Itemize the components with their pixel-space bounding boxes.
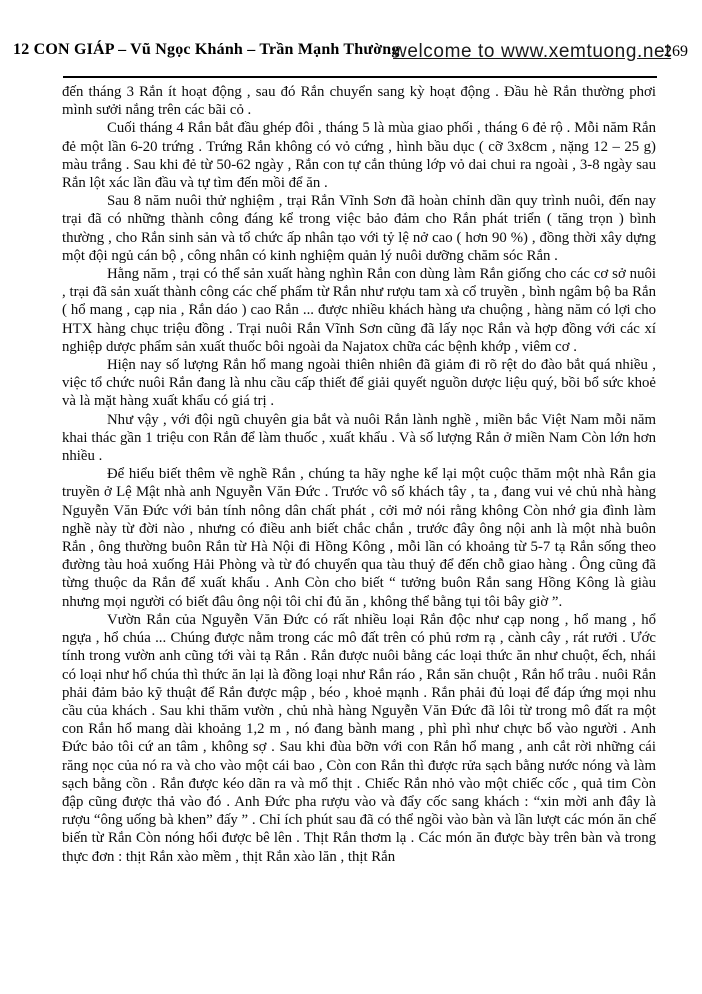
paragraph: Để hiểu biết thêm về nghề Rắn , chúng ta hãy nghe kể lại một cuộc thăm một nhà Rắn gia truyền ở Lệ Mật nhà anh Nguyễn Văn Đức . Trước vô số khách tây , ta , đang vui vẻ chủ nhà hàng Nguyễn Văn Đức với bản tính nông dân chất phát , cởi mở nói rằng không Còn nhớ gia đình làm nghề này từ đời nào , nhưng có điều anh biết chắc chắn , trước đây ông nội anh là một nhà buôn Rắn , ông thường buôn Rắn từ Hà Nội đi Hồng Kông , mỗi lần có khoảng từ 5-7 tạ Rắn sống theo đường tàu hoả xuống Hải Phòng và từ đó chuyển qua tàu thuỷ để đến chỗ giao hàng . Ông cũng đã từng thuộc da Rắn để xuất khẩu . Anh Còn cho biết “ tưởng buôn Rắn sang Hồng Kông là giàu nhưng mọi người có biết đâu ông nội tôi chỉ đủ ăn , không thể bằng tụi tôi bây giờ ”. [62, 466, 656, 610]
book-title: 12 CON GIÁP – Vũ Ngọc Khánh – Trần Mạnh Thường [13, 41, 400, 58]
header-rule [63, 76, 657, 78]
paragraph: Như vậy , với đội ngũ chuyên gia bắt và nuôi Rắn lành nghề , miền bắc Việt Nam mỗi năm khai thác gần 1 triệu con Rắn để làm thuốc , xuất khẩu . Và số lượng Rắn ở miền Nam Còn lớn hơn nhiều . [62, 411, 656, 465]
paragraph: Cuối tháng 4 Rắn bắt đầu ghép đôi , tháng 5 là mùa giao phối , tháng 6 đẻ rộ . Mỗi năm Rắn đẻ một lần 6-20 trứng . Trứng Rắn không có vỏ cứng , hình bầu dục ( cỡ 3x8cm , nặng 12 – 25 g) màu trắng . Sau khi đẻ từ 50-62 ngày , Rắn con tự cắn thủng lớp vỏ dai chui ra ngoài , 3-8 ngày sau Rắn lột xác lần đầu và tự tìm đến mồi để ăn . [62, 120, 656, 192]
paragraph: Hiện nay số lượng Rắn hổ mang ngoài thiên nhiên đã giảm đi rõ rệt do đào bắt quá nhiều , việc tổ chức nuôi Rắn đang là nhu cầu cấp thiết để giải quyết nguồn dược liệu quý, bồi bổ sức khoẻ và là mặt hàng xuất khẩu có giá trị . [62, 357, 656, 410]
page-number: 269 [664, 43, 688, 60]
paragraph: Vườn Rắn của Nguyễn Văn Đức có rất nhiều loại Rắn độc như cạp nong , hổ mang , hổ ngựa , hổ chúa ... Chúng được nằm trong các mô đất trên có phủ rơm rạ , cành cây , rát rưởi . Ước tính trong vườn anh cũng tới vài tạ Rắn . Rắn được nuôi bằng các loại thức ăn như chuột, ếch, nhái có loại như hổ chúa thì thức ăn lại là đồng loại như Rắn ráo , Rắn săn chuột , Rắn hổ trâu . nuôi Rắn phải đảm bảo kỹ thuật để Rắn được mập , béo , khoẻ mạnh . Rắn phải đủ loại để đáp ứng mọi nhu cầu của khách . Sau khi thăm vườn , chủ nhà hàng Nguyễn Văn Đức đã lôi từ trong mô đất ra một con Rắn hổ mang dài khoảng 1,2 m , nó đang bành mang , phì phì như chực bổ vào người . Anh Đức bảo tôi cứ an tâm , không sợ . Sau khi đùa bỡn với con Rắn hổ mang , anh cắt rời những cái răng nọc của nó ra và cho vào một cái bao , Còn con Rắn thì được rửa sạch bằng nước nóng và làm sạch bằng cồn . Rắn được kéo dãn ra và mổ thịt . Chiếc Rắn nhỏ vào một chiếc cốc , quả tim Còn đập cũng được thả vào đó . Anh Đức pha rượu vào và đẩy cốc sang khách : “xin mời anh đây là rượu “ông uống bà khen” đấy ” . Chỉ ích phút sau đã có thể ngồi vào bàn và lần lượt các món ăn chế biến từ Rắn Còn nóng hổi được bê lên . Thịt Rắn thơm lạ . Các món ăn được bày trên bàn và trong thực đơn : thịt Rắn xào mềm , thịt Rắn xào lăn , thịt Rắn [62, 611, 656, 865]
body-text [62, 83, 656, 866]
paragraph: Hằng năm , trại có thể sản xuất hàng nghìn Rắn con dùng làm Rắn giống cho các cơ sở nuôi , trại đã sản xuất thành công các chế phẩm từ Rắn như rượu tam xà cổ truyền , bình ngâm bộ ba Rắn ( hổ mang , cạp nia , Rắn dáo ) cao Rắn ... được nhiều khách hàng ưa chuộng , hàng năm có lợi cho HTX hàng chục triệu đồng . Trại nuôi Rắn Vĩnh Sơn cũng đã lấy nọc Rắn và hợp đồng với các xí nghiệp dược phẩm sản xuất thuốc bôi ngoài da Najatox chữa các bệnh khớp , viêm cơ . [62, 266, 656, 355]
site-link[interactable]: welcome to www.xemtuong.net [393, 41, 672, 62]
paragraph: đến tháng 3 Rắn ít hoạt động , sau đó Rắn chuyển sang kỳ hoạt động . Đầu hè Rắn thường phơi mình sưởi nắng trên các bãi cỏ . [62, 84, 656, 119]
paragraph: Sau 8 năm nuôi thử nghiệm , trại Rắn Vĩnh Sơn đã hoàn chỉnh dần quy trình nuôi, đến nay trại đã có những thành công đáng kể trong việc bảo đảm cho Rắn phát triển ( tăng trọn ) bình thường , cho Rắn sinh sản và tổ chức ấp nhân tạo với tỷ lệ nở cao ( hơn 90 %) , đồng thời xây dựng một đội ngủ cán bộ , công nhân có kinh nghiệm quản lý nuôi dưỡng chăm sóc Rắn . [62, 193, 656, 264]
